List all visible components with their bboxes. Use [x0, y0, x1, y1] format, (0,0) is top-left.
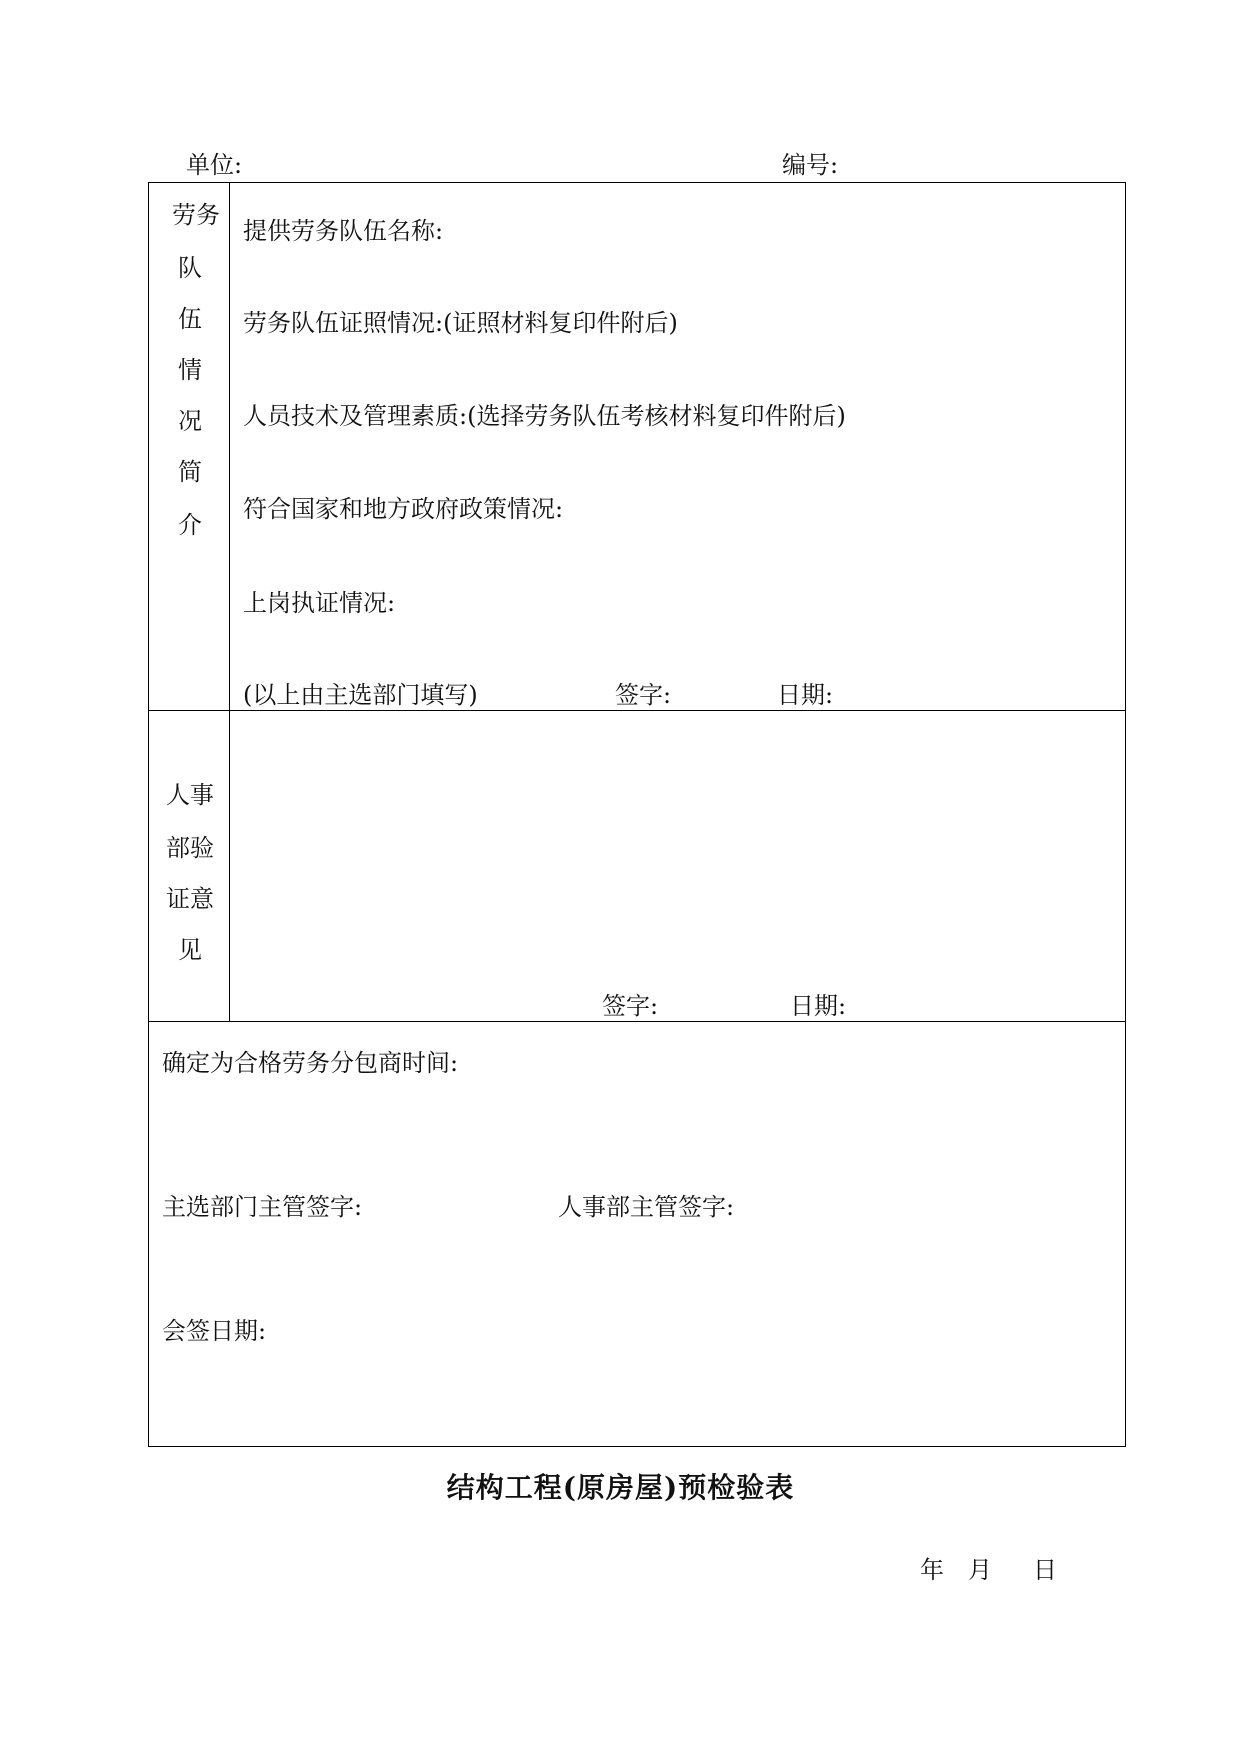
section2-sign-label: 签字: [602, 992, 659, 1020]
section2-date-label: 日期: [790, 992, 847, 1020]
section1-label-line: 情 [178, 356, 202, 384]
section2-label-line: 人事 [166, 781, 214, 809]
countersign-date-label: 会签日期: [162, 1317, 267, 1345]
section1-label-line: 队 [178, 254, 202, 282]
section1-label-line: 劳务 [172, 201, 220, 229]
hr-sign-label: 人事部主管签字: [558, 1193, 735, 1221]
field-certification: 上岗执证情况: [243, 589, 396, 617]
field-team-license: 劳务队伍证照情况:(证照材料复印件附后) [243, 309, 678, 337]
table-right-border [1125, 182, 1126, 1447]
section1-label-line: 伍 [178, 305, 202, 333]
section1-label-line: 介 [178, 511, 202, 539]
date-month: 月 [968, 1556, 992, 1584]
qualified-time-label: 确定为合格劳务分包商时间: [162, 1049, 459, 1077]
section1-date-label: 日期: [777, 681, 834, 709]
section2-label-line: 见 [178, 936, 202, 964]
row-divider-2 [148, 1021, 1125, 1022]
table-left-border [148, 182, 149, 1447]
field-policy-compliance: 符合国家和地方政府政策情况: [243, 495, 564, 523]
date-year: 年 [920, 1556, 944, 1584]
unit-label: 单位: [186, 151, 243, 179]
date-day: 日 [1033, 1556, 1057, 1584]
main-dept-sign-label: 主选部门主管签字: [162, 1193, 363, 1221]
field-team-name: 提供劳务队伍名称: [243, 217, 444, 245]
section2-label-line: 证意 [166, 885, 214, 913]
number-label: 编号: [782, 151, 839, 179]
table-bottom-border [148, 1446, 1125, 1447]
section1-sign-label: 签字: [615, 681, 672, 709]
table-top-border [148, 182, 1125, 183]
section1-label-line: 况 [178, 407, 202, 435]
row-divider-1 [148, 710, 1125, 711]
section1-footer-note: (以上由主选部门填写) [243, 681, 478, 709]
section1-label-line: 简 [178, 458, 202, 486]
section2-label-line: 部验 [166, 834, 214, 862]
field-staff-quality: 人员技术及管理素质:(选择劳务队伍考核材料复印件附后) [243, 402, 846, 430]
next-form-title: 结构工程(原房屋)预检验表 [446, 1471, 795, 1504]
